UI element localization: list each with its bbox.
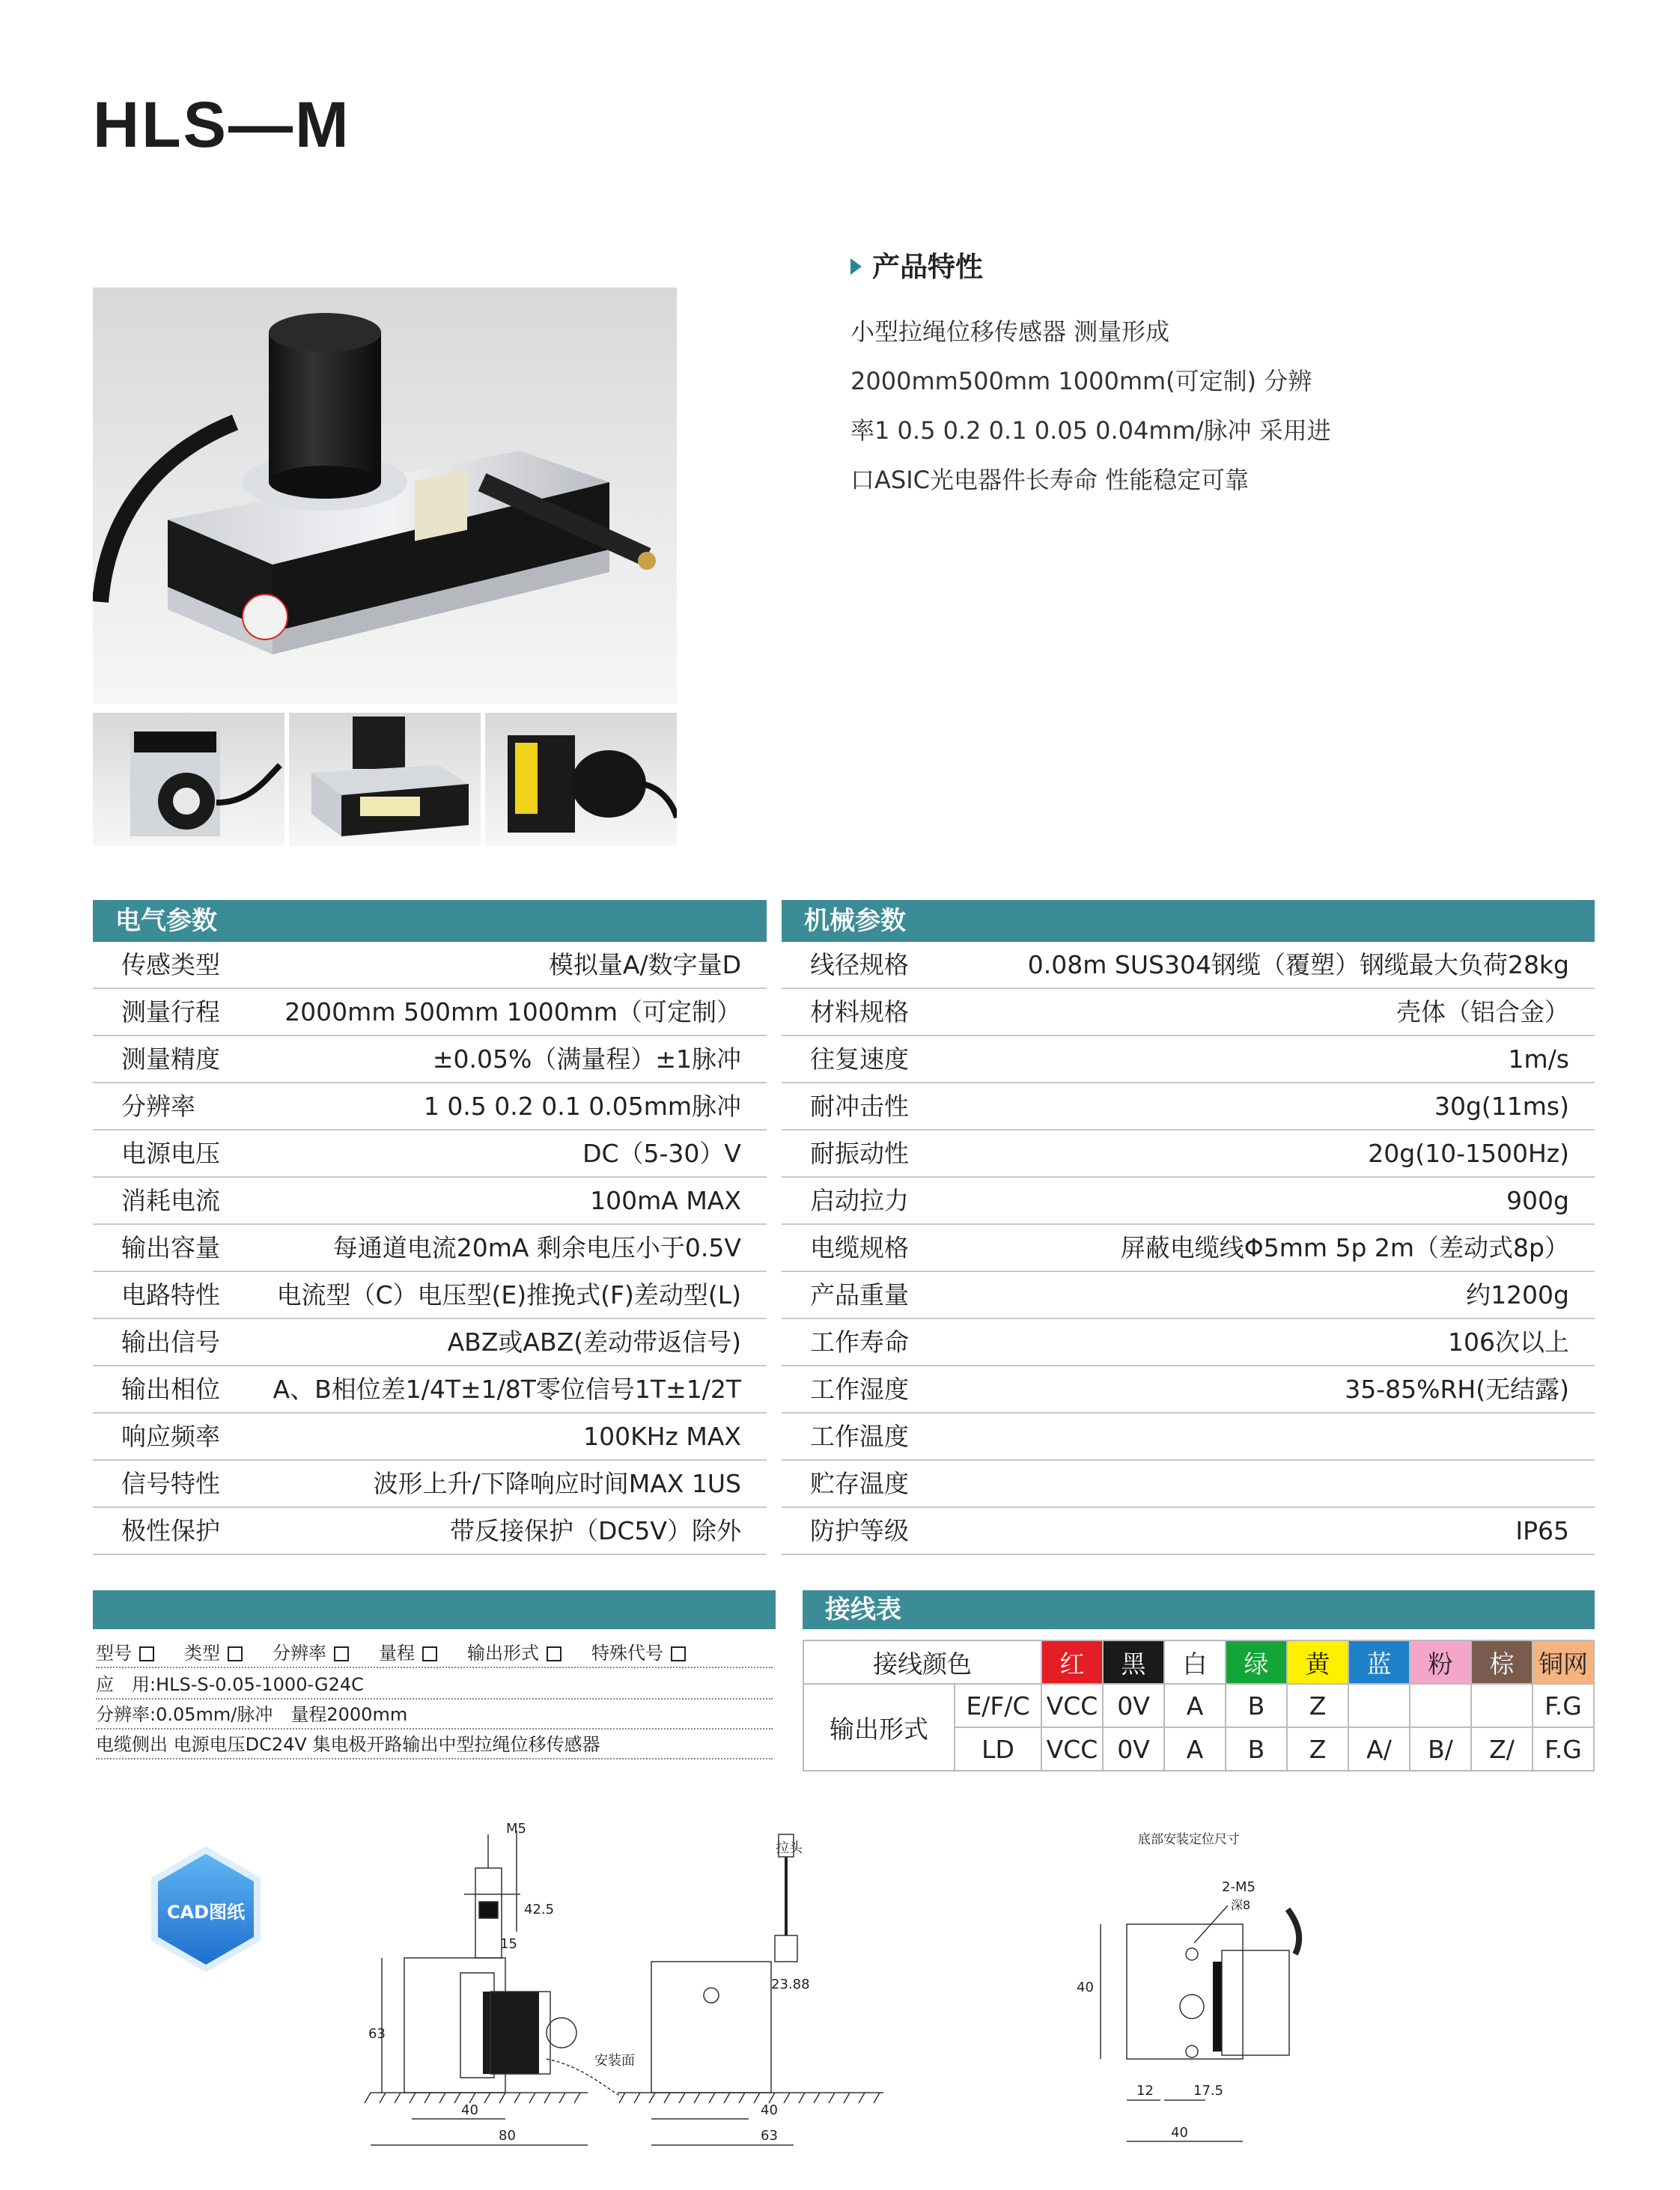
play-arrow-icon [850, 258, 862, 275]
param-row [93, 1461, 767, 1508]
product-photo-main [93, 288, 677, 704]
cad-label-m5: M5 [506, 1821, 526, 1837]
model-field-label: 类型 [184, 1643, 220, 1664]
param-label: 耐振动性 [810, 1139, 909, 1168]
param-value: IP65 [1515, 1516, 1569, 1545]
wiring-signal-cell: Z [1287, 1684, 1348, 1727]
wiring-signal-cell: B [1226, 1727, 1287, 1771]
wiring-signal-cell: VCC [1041, 1684, 1103, 1727]
wiring-output-type: E/F/C [955, 1684, 1041, 1727]
param-value: 带反接保护（DC5V）除外 [449, 1516, 741, 1545]
param-value: 30g(11ms) [1434, 1092, 1569, 1121]
param-value: 35-85%RH(无结露) [1345, 1375, 1569, 1404]
param-label: 电缆规格 [810, 1233, 909, 1262]
features-line: 率1 0.5 0.2 0.1 0.05 0.04mm/脉冲 采用进 [850, 416, 1331, 445]
param-row [93, 1225, 767, 1272]
cad-label-12: 12 [1136, 2083, 1154, 2099]
model-bar [93, 1590, 776, 1629]
checkbox-icon [334, 1646, 349, 1661]
param-value: 900g [1506, 1186, 1569, 1215]
wiring-signal-cell [1471, 1684, 1533, 1727]
checkbox-icon [671, 1646, 686, 1661]
param-value: 1 0.5 0.2 0.1 0.05mm脉冲 [423, 1092, 741, 1121]
wiring-signal-cell: 0V [1103, 1727, 1164, 1771]
param-label: 电源电压 [121, 1139, 220, 1168]
wire-color-cell: 黑 [1103, 1640, 1164, 1684]
param-value: 每通道电流20mA 剩余电压小于0.5V [332, 1233, 741, 1262]
param-value: 1m/s [1508, 1044, 1569, 1074]
cad-label-2-m5: 2-M5 [1222, 1879, 1256, 1895]
features-line: 口ASIC光电器件长寿命 性能稳定可靠 [850, 466, 1250, 494]
wiring-signal-cell [1410, 1684, 1471, 1727]
page-title: HLS—M [93, 89, 351, 161]
wiring-signal-cell: 0V [1103, 1684, 1164, 1727]
param-label: 往复速度 [810, 1044, 909, 1074]
param-row [93, 1366, 767, 1414]
wire-color-cell: 黄 [1287, 1640, 1348, 1684]
param-value: 2000mm 500mm 1000mm（可定制） [284, 997, 741, 1026]
wire-color-cell: 棕 [1471, 1640, 1533, 1684]
wiring-signal-cell: F.G [1533, 1684, 1594, 1727]
model-line-2: 分辨率:0.05mm/脉冲 量程2000mm [96, 1701, 773, 1730]
param-row [93, 1178, 767, 1225]
param-label: 贮存温度 [810, 1469, 909, 1498]
features-heading-text: 产品特性 [872, 251, 983, 283]
param-label: 响应频率 [121, 1422, 220, 1451]
cad-label-40-d: 40 [1171, 2125, 1188, 2141]
checkbox-icon [422, 1646, 437, 1661]
param-value: 模拟量A/数字量D [548, 950, 741, 979]
wiring-table [803, 1640, 1595, 1771]
param-row [93, 989, 767, 1036]
checkbox-icon [139, 1646, 154, 1661]
param-label: 防护等级 [810, 1516, 909, 1545]
cad-badge-label: CAD图纸 [166, 1902, 246, 1923]
param-row [782, 1036, 1595, 1083]
wiring-signal-cell: VCC [1041, 1727, 1103, 1771]
features-line: 小型拉绳位移传感器 测量形成 [850, 317, 1170, 346]
cad-label-17-5: 17.5 [1193, 2083, 1224, 2099]
param-label: 分辨率 [121, 1092, 195, 1121]
param-row [93, 1131, 767, 1178]
param-row [93, 1414, 767, 1461]
param-label: 产品重量 [810, 1280, 909, 1310]
param-row [782, 989, 1595, 1036]
param-row [93, 1319, 767, 1366]
features-line: 2000mm500mm 1000mm(可定制) 分辨 [850, 367, 1312, 395]
wiring-signal-cell: Z/ [1471, 1727, 1533, 1771]
param-row [782, 1508, 1595, 1555]
cad-label-80: 80 [499, 2128, 516, 2144]
param-value: A、B相位差1/4T±1/8T零位信号1T±1/2T [273, 1375, 741, 1404]
checkbox-icon [228, 1646, 243, 1661]
electrical-heading: 电气参数 [93, 900, 767, 942]
wire-color-cell: 粉 [1410, 1640, 1471, 1684]
param-value: ABZ或ABZ(差动带返信号) [447, 1327, 741, 1357]
param-label: 极性保护 [121, 1516, 220, 1545]
wire-color-cell: 白 [1164, 1640, 1226, 1684]
param-row [93, 1272, 767, 1319]
model-line-3: 电缆侧出 电源电压DC24V 集电极开路输出中型拉绳位移传感器 [96, 1731, 773, 1759]
mechanical-table [782, 942, 1595, 1555]
param-label: 耐冲击性 [810, 1092, 909, 1121]
param-label: 工作湿度 [810, 1375, 909, 1404]
cad-label-40: 40 [461, 2102, 478, 2118]
param-label: 工作温度 [810, 1422, 909, 1451]
cad-label-depth-8: 深8 [1231, 1898, 1251, 1912]
wiring-color-label: 接线颜色 [803, 1640, 1041, 1684]
cad-label-15: 15 [500, 1936, 517, 1952]
checkbox-icon [547, 1646, 561, 1661]
wiring-signal-cell: B [1226, 1684, 1287, 1727]
product-photo-thumb-3 [485, 713, 677, 846]
param-value: ±0.05%（满量程）±1脉冲 [432, 1044, 741, 1074]
model-example: 应 用:HLS-S-0.05-1000-G24C [96, 1671, 773, 1700]
cad-label-23-88: 23.88 [771, 1977, 810, 1992]
param-value: 壳体（铝合金） [1396, 997, 1569, 1026]
param-row [782, 1414, 1595, 1461]
param-label: 测量精度 [121, 1044, 220, 1074]
features-text [850, 307, 1449, 505]
param-row [782, 1319, 1595, 1366]
param-label: 材料规格 [810, 997, 909, 1026]
cad-label-40-c: 40 [1077, 1980, 1094, 1995]
cad-drawing-bottom [1078, 1864, 1333, 2164]
cad-label-bottom-title: 底部安装定位尺寸 [1138, 1832, 1240, 1847]
wiring-signal-cell [1348, 1684, 1410, 1727]
model-field-label: 型号 [96, 1643, 132, 1664]
model-code-fields [96, 1640, 773, 1668]
param-value: 电流型（C）电压型(E)推挽式(F)差动型(L) [276, 1280, 741, 1310]
wiring-signal-cell: B/ [1410, 1727, 1471, 1771]
cad-label-pull-head: 拉头 [776, 1840, 803, 1856]
wiring-signal-cell: A [1164, 1684, 1226, 1727]
param-value: 0.08m SUS304钢缆（覆塑）钢缆最大负荷28kg [1027, 950, 1569, 979]
param-value: 106次以上 [1448, 1327, 1569, 1357]
cad-label-63: 63 [368, 2026, 386, 2042]
param-row [93, 942, 767, 989]
param-row [782, 1131, 1595, 1178]
param-label: 电路特性 [121, 1280, 220, 1310]
param-row [782, 1272, 1595, 1319]
param-row [93, 1508, 767, 1555]
cad-label-40-b: 40 [761, 2102, 778, 2118]
wiring-signal-cell: A/ [1348, 1727, 1410, 1771]
wiring-signal-cell: F.G [1533, 1727, 1594, 1771]
param-value: 100mA MAX [590, 1186, 741, 1215]
wiring-signal-cell: Z [1287, 1727, 1348, 1771]
param-value: 屏蔽电缆线Φ5mm 5p 2m（差动式8p） [1120, 1233, 1569, 1262]
param-label: 信号特性 [121, 1469, 220, 1498]
product-photo-thumb-1 [93, 713, 284, 846]
param-value: 20g(10-1500Hz) [1368, 1139, 1569, 1168]
param-value: 100KHz MAX [583, 1422, 741, 1451]
wiring-heading: 接线表 [803, 1590, 1595, 1629]
wiring-output-type: LD [955, 1727, 1041, 1771]
model-field-label: 量程 [379, 1643, 415, 1664]
param-row [782, 1225, 1595, 1272]
model-field-label: 特殊代号 [591, 1643, 663, 1664]
cad-drawing-front [359, 1812, 898, 2156]
wire-color-cell: 红 [1041, 1640, 1103, 1684]
param-row [93, 1036, 767, 1083]
model-field-label: 输出形式 [467, 1643, 539, 1664]
param-value: 波形上升/下降响应时间MAX 1US [373, 1469, 741, 1498]
param-label: 输出相位 [121, 1375, 220, 1404]
param-row [782, 1083, 1595, 1131]
wire-color-cell: 蓝 [1348, 1640, 1410, 1684]
param-label: 测量行程 [121, 997, 220, 1026]
wire-color-cell: 绿 [1226, 1640, 1287, 1684]
param-value: DC（5-30）V [582, 1139, 741, 1168]
param-row [782, 1461, 1595, 1508]
mechanical-heading: 机械参数 [782, 900, 1595, 942]
wire-color-cell: 铜网 [1533, 1640, 1594, 1684]
param-label: 启动拉力 [810, 1186, 909, 1215]
model-field-label: 分辨率 [273, 1643, 326, 1664]
cad-label-42-5: 42.5 [524, 1902, 555, 1917]
param-row [782, 1178, 1595, 1225]
features-heading [850, 244, 983, 285]
param-value: 约1200g [1466, 1280, 1569, 1310]
wiring-signal-cell: A [1164, 1727, 1226, 1771]
param-row [782, 942, 1595, 989]
cad-label-63-b: 63 [761, 2128, 778, 2144]
param-row [93, 1083, 767, 1131]
param-label: 输出容量 [121, 1233, 220, 1262]
electrical-table [93, 942, 767, 1555]
param-row [782, 1366, 1595, 1414]
cad-label-mount-face: 安装面 [594, 2053, 635, 2069]
product-photo-thumb-2 [289, 713, 481, 846]
param-label: 消耗电流 [121, 1186, 220, 1215]
param-label: 线径规格 [810, 950, 909, 979]
param-label: 输出信号 [121, 1327, 220, 1357]
param-label: 工作寿命 [810, 1327, 909, 1357]
wiring-output-label: 输出形式 [803, 1684, 955, 1771]
param-label: 传感类型 [121, 950, 220, 979]
